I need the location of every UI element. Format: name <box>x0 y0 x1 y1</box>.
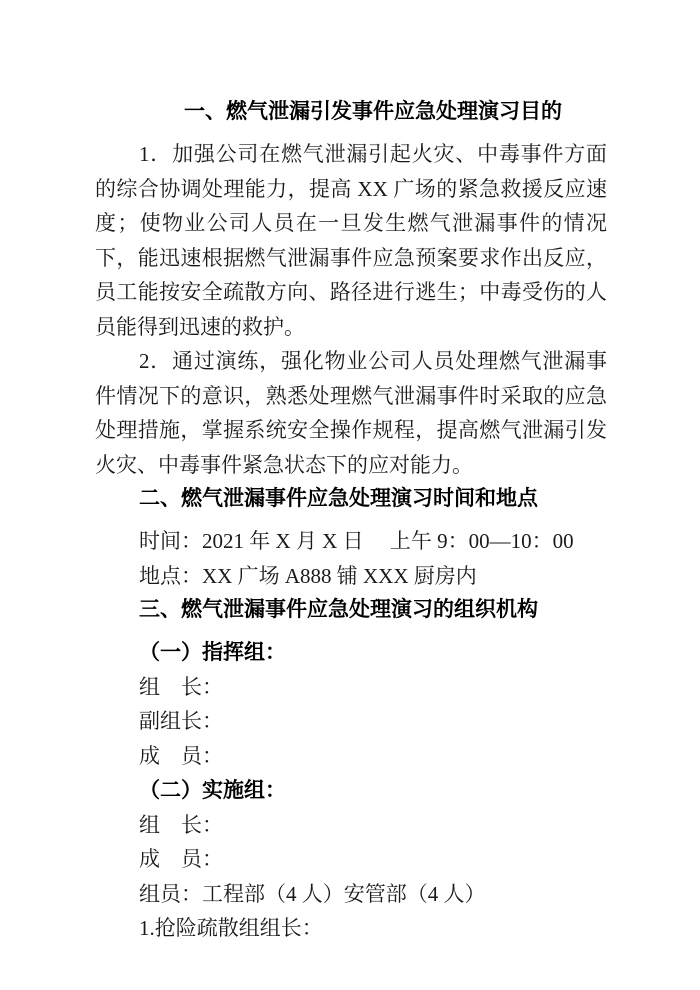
time-line: 时间：2021 年 X 月 X 日 上午 9：00—10：00 <box>139 529 574 553</box>
command-group-members-line: 成 员： <box>139 743 223 768</box>
section1-paragraph-2: 2．通过演练，强化物业公司人员处理燃气泄漏事件情况下的意识，熟悉处理燃气泄漏事件时采取的应急处理措施，掌握系统安全操作规程，提高燃气泄漏引发火灾、中毒事件紧急状态下的应对能力。 <box>95 349 607 477</box>
command-group-heading: （一）指挥组： <box>139 640 286 664</box>
implementation-group-leader-line: 组 长： <box>139 812 223 837</box>
section3-heading: 三、燃气泄漏事件应急处理演习的组织机构 <box>139 598 538 621</box>
section1-heading: 一、燃气泄漏引发事件应急处理演习目的 <box>184 100 562 123</box>
command-group-deputy-line: 副组长： <box>139 709 223 733</box>
command-group-leader-line: 组 长： <box>139 674 223 699</box>
implementation-group-staff-line: 组员：工程部（4 人）安管部（4 人） <box>139 881 486 906</box>
rescue-evacuation-leader-line: 1.抢险疏散组组长： <box>139 916 323 940</box>
section1-paragraph-1: 1．加强公司在燃气泄漏引起火灾、中毒事件方面的综合协调处理能力，提高 XX 广场的紧急救援反应速度；使物业公司人员在一旦发生燃气泄漏事件的情况下，能迅速根据燃气泄漏事件应急预案要求作出反应，员工能按安全疏散方向、路径进行逃生；中毒受伤的人员能得到迅速的救护。 <box>95 142 607 339</box>
implementation-group-members-line: 成 员： <box>139 847 223 871</box>
implementation-group-heading: （二）实施组： <box>139 778 286 802</box>
section2-heading: 二、燃气泄漏事件应急处理演习时间和地点 <box>139 487 538 510</box>
place-line: 地点：XX 广场 A888 铺 XXX 厨房内 <box>139 563 477 588</box>
